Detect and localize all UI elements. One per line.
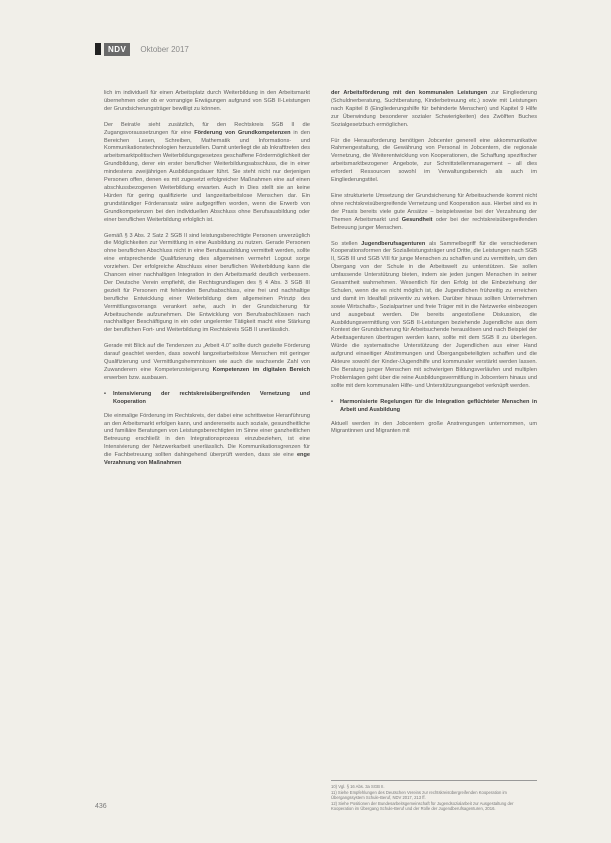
- paragraph: Die einmalige Förderung im Rechtskreis, der dabei eine schrittweise Heranführung an den Arbeitsmarkt erfolgen kann, und andererseits auch soziale, gesundheitliche und familiäre Beratungen von Leistungsberechtigten im Sinne einer ganzheitlichen Betreuung erschließt in den Integrationsprozess einzubeziehen, ist eine Intensivierung der Netzwerkarbeit unerlässlich. Die Kommunikationsgrenzen für die Fachbetreuung sollten dahingehend überprüft werden, dass sie eine enge Verzahnung von Maßnahmen: [104, 412, 310, 467]
- paragraph: Gemäß § 3 Abs. 2 Satz 2 SGB II sind leistungsberechtigte Personen unverzüglich die Möglichkeiten zur Vermittlung in eine Ausbildung zu nutzen. Gerade Personen ohne beruflichen Abschluss nicht in eine Berufsausbildung vermittelt werden, sollte eine entsprechende Qualifizierung dies allgemeinen vermehrt Logout sorge vorziehen. Der erfolgreiche Abschluss einer beruflichen Weiterbildung kann die Chancen einer nachhaltigen Integration in den Arbeitsmarkt deutlich verbessern. Der Deutsche Verein empfiehlt, die Rechtsgrundlagen des § 4 Abs. 3 SGB III gezielt für Personen mit fehlenden Berufsabschluss, eine frei und nachhaltige berufliche Entwicklung einer Weiterbildung dem allgemeinen Prinzip des Vermittlungsvorrangs verankert sehe, auch in der Grundsicherung für Arbeitsuchende aufzunehmen. Die Entwicklung von Berufsabschlüssen nach nachhaltiger Beschäftigung in ein oder ungelernter Tätigkeit macht eine Stärkung der beruflichen Fort- und Weiterbildung im Rechtskreis SGB II unerlässlich.: [104, 232, 310, 334]
- paragraph: Eine strukturierte Umsetzung der Grundsicherung für Arbeitsuchende kommt nicht ohne rechtskreisübergreifende Vernetzung und Kooperation aus. Hierbei sind es in der Praxis bereits viele gute Ansätze – beispielsweise bei der Verzahnung der Themen Arbeitsmarkt und Gesundheit oder bei der rechtskreisübergreifenden Betreuung junger Menschen.: [331, 192, 537, 231]
- bullet-icon: •: [104, 390, 106, 397]
- section-heading: • Intensivierung der rechtskreisübergreifenden Vernetzung und Kooperation: [104, 390, 310, 405]
- footnote: 10) Vgl. § 16 Abs. 3a SGB II.: [331, 784, 385, 789]
- page-number: 436: [95, 803, 107, 810]
- footnotes: [331, 780, 537, 812]
- paragraph: Für die Herausforderung benötigen Jobcenter generell eine akkommunikative Rahmengestaltung, die Gewährung von Personal in Jobcentern, die regionale Vernetzung, die Weiterentwicklung von Kooperationen, die Schaffung spezifischer arbeitsmarktbezogener Angebote, zur Schnittstellenmanagement – all dies erfordert Ressourcen sowohl im Verwaltungsbereich als auch im Eingliederungstitel.: [331, 137, 537, 184]
- paragraph: So stellen Jugendberufsagenturen als Sammelbegriff für die verschiedenen Kooperationsformen der Sozialleistungsträger und Dritte, die Leistungen nach SGB II, SGB III und SGB VIII für junge Menschen zu schaffen und zu vermitteln, um den Übergang von der Schule in die Arbeitswelt zu unterstützen. Sie sollen umfassende Unterstützung bieten, indem sie jeden jungen Menschen in seiner Gesamtheit wahrnehmen. Wesentlich für den Erfolg ist die Einbeziehung der Schulen, wenn die es nicht möglich ist, die Jugendlichen frühzeitig zu erreichen und damit im Idealfall präventiv zu wirken. Darüber hinaus sollten Unternehmen sowie Wirtschafts-, Sozialpartner und freie Träger mit in die Netzwerke einbezogen und ausgebaut werden. Die bereits angestoßene Diskussion, die Ausbildungsvermittlung von SGB II-Leistungen beziehende Jugendliche aus dem Kontext der Grundsicherung für Arbeitsuchende herauslösen und nach Beispiel der Arbeitsagenturen übertragen werden kann, sollte mit dem SGB II zu überlegen. Würde die systematische Unterstützung der Jugendlichen aus einer Hand aufgrund einseitiger Abstimmungen und Übergangsbeteiligten schaffen und die Akteure sowohl der Kinder-/Jugendhilfe und kommunaler verstärkt werden lassen. Die Beratung junger Menschen mit schwierigen Bildungsverläufen und multiplen Problemlagen geht über die reine Ausbildungsvermittlung in Jobcentern hinaus und sollte mit dem kommunalen Hilfe- und Unterstützungsangebot verknüpft werden.: [331, 240, 537, 389]
- paragraph: der Arbeitsförderung mit den kommunalen Leistungen zur Eingliederung (Schuldnerberatung, Suchtberatung, Kinderbetreuung etc.) sowie mit Leistungen nach Kapitel 8 (Eingliederungshilfe für behinderte Menschen) und Kapitel 9 Hilfe zur Überwindung besonderer sozialer Schwierigkeiten) des Zwölften Buches Sozialgesetzbuch ermöglichen.: [331, 90, 538, 128]
- footnote: 11) Siehe Empfehlungen des Deutschen Vereins zur rechtskreisübergreifenden Kooperation im Übergangssystem Schule-Beruf, NDV 2017, 213 ff.: [331, 789, 507, 800]
- header-bar: [95, 43, 101, 55]
- right-column: [331, 90, 537, 444]
- paragraph: Gerade mit Blick auf die Tendenzen zu „Arbeit 4.0“ sollte durch gezielte Förderung darauf geachtet werden, dass sowohl langzeitarbeitslose Menschen mit geringer Qualifizierung und Vermittlungshemmnissen wie auch die wachsende Zahl von Zuwanderern eine Kompetenzsteigerung Kompetenzen im digitalen Bereich erwerben bzw. ausbauen.: [104, 343, 310, 381]
- footnote: 12) Siehe Positionen der Bundesarbeitsgemeinschaft für Jugendsozialarbeit zur Ausgestaltung der Kooperation im Übergang Schule-Beruf und der Rolle der Jugendberufsagenturen, 2016.: [331, 800, 514, 811]
- paragraph: lich im individuell für einen Arbeitsplatz durch Weiterbildung in den Arbeitsmarkt übernehmen oder ob er vorrangige Erwägungen aufgrund von SGB II-Leistungen der Grundsicherungsträger bewilligt zu können.: [104, 90, 310, 112]
- bullet-icon: •: [331, 398, 333, 405]
- section-heading: • Harmonisierte Regelungen für die Integration geflüchteter Menschen in Arbeit und Ausbildung: [331, 398, 537, 413]
- left-column: [104, 90, 310, 476]
- journal-logo: NDV: [104, 43, 130, 56]
- paragraph: Aktuell werden in den Jobcentern große Anstrengungen unternommen, um Migrantinnen und Migranten mit: [331, 420, 537, 435]
- paragraph: Der Beirat/e sieht zusätzlich, für den Rechtskreis SGB II die Zugangsvoraussetzungen für eine Förderung von Grundkompetenzen in den Bereichen Lesen, Schreiben, Mathematik und Informations- und Kommunikationstechnologien herzustellen. Damit unterliegt die ab Inkrafttreten des arbeitsmarktpolitischen Weiterbildungsgesetzes geschaffene Fördermöglichkeit der Grundbildung, derer ein erster beruflicher Weiterbildungsabschluss, die in einer mindestens zweijährigen Ausbildungsdauer führt. Sie steht nicht nur derjenigen Personen offen, denen es mit zugesetzt erfolgreicher Maßnahmen eine auf einen abschlussbezogenen Weiterbildung erwarten. Auch in Dies stellt sie an keine Hürden für gering qualifizierte und langzeitarbeitslose Menschen dar. Ein grundständiger Förderansatz wäre aufgegriffen worden, wenn die Erwerb von Grundkompetenzen bei den individuellen Abschluss ohne Berufsausbildung oder einer beruflichen Weiterbildung erfolglich ist.: [104, 121, 310, 223]
- issue-label: Oktober 2017: [140, 44, 189, 54]
- page-header: [95, 42, 189, 56]
